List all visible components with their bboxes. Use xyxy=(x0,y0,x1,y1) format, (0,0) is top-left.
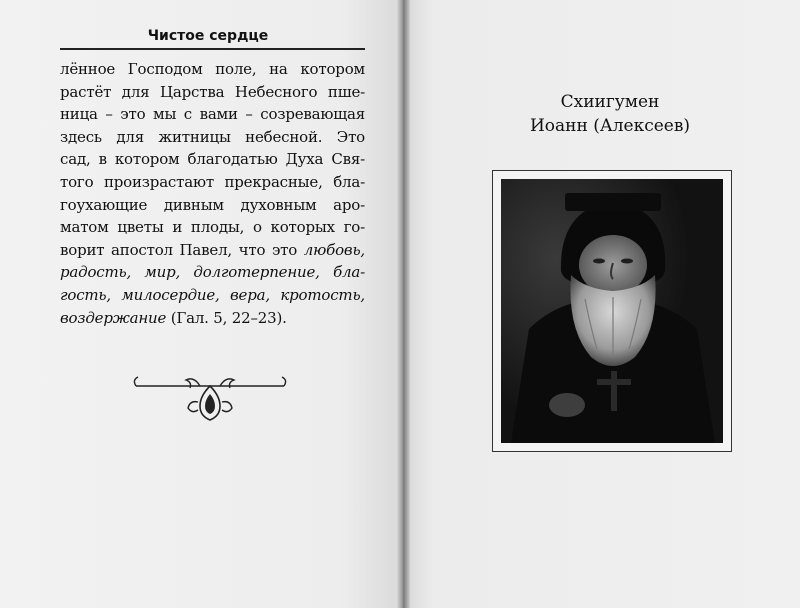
text-line xyxy=(60,307,365,330)
portrait-frame xyxy=(492,170,732,452)
body-text xyxy=(60,58,365,329)
fruits-list-fragment: воздержание xyxy=(60,308,167,327)
text-line xyxy=(60,239,365,262)
text-fragment: ворит апостол Павел, что это xyxy=(60,240,298,259)
fruits-list-fragment: радость, мир, долготерпение, бла- xyxy=(60,263,365,282)
caption-line: Иоанн (Алексеев) xyxy=(529,116,691,136)
fruits-list-fragment: гость, милосердие, вера, кротость, xyxy=(60,285,365,304)
text-line: растёт для Царства Небесного пше- xyxy=(60,82,365,101)
monk-portrait-icon xyxy=(501,179,723,443)
portrait-caption xyxy=(490,90,730,138)
running-head-rule xyxy=(60,48,365,50)
caption-line: Схиигумен xyxy=(560,92,660,112)
text-line: того произрастают прекрасные, бла- xyxy=(60,172,365,191)
floral-ornament-icon xyxy=(130,368,290,424)
running-head: Чистое сердце xyxy=(147,28,269,44)
book-gutter xyxy=(396,0,410,608)
text-line: лённое Господом поле, на котором xyxy=(60,60,365,78)
text-line: гоухающие дивным духовным аро- xyxy=(60,195,365,214)
scripture-citation: (Гал. 5, 22–23). xyxy=(166,308,287,327)
text-line: матом цветы и плоды, о которых го- xyxy=(60,218,365,237)
text-line xyxy=(60,284,365,307)
portrait-photo xyxy=(501,179,723,443)
right-page xyxy=(402,0,800,608)
text-line: сад, в котором благодатью Духа Свя- xyxy=(60,150,365,169)
fruits-list-fragment: любовь, xyxy=(303,240,365,259)
text-line: здесь для житницы небесной. Это xyxy=(60,127,365,146)
text-line: ница – это мы с вами – созревающая xyxy=(60,105,365,124)
text-line xyxy=(60,261,365,284)
